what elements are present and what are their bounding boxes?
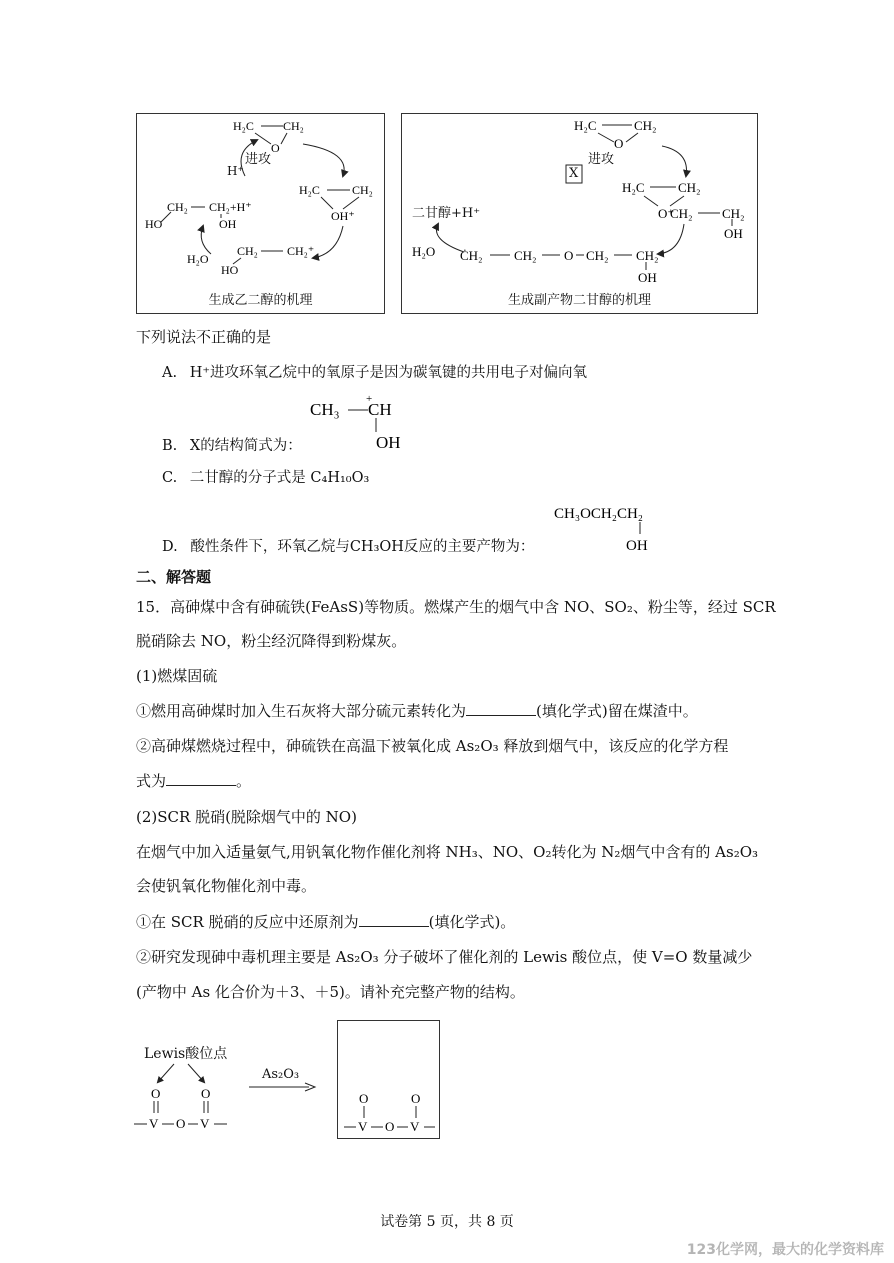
svg-text:V: V [149, 1116, 159, 1131]
left-diagram-caption: 生成乙二醇的机理 [208, 293, 313, 308]
part2-text-line1: 在烟气中加入适量氨气,用钒氧化物作催化剂将 NH₃、NO、O₂转化为 N₂烟气中含有的 As₂O₃ [136, 843, 759, 861]
svg-text:+: + [366, 393, 373, 405]
svg-text:O: O [271, 141, 280, 155]
option-d-label: D. [162, 539, 178, 555]
svg-text:OH⁺: OH⁺ [331, 209, 355, 223]
part1-q1-text-b: (填化学式)留在煤渣中。 [536, 702, 698, 720]
svg-text:OH: OH [219, 217, 237, 231]
part1-q2-text-b: 式为 [136, 772, 167, 790]
part2-text-line2: 会使钒氧化物催化剂中毒。 [136, 877, 317, 895]
option-d-text: 酸性条件下，环氧乙烷与CH₃OH反应的主要产物为： [190, 539, 535, 555]
option-c-label: C. [162, 470, 178, 486]
svg-text:CH₃: CH₃ [310, 400, 340, 419]
option-b-text: X的结构简式为： [189, 438, 302, 454]
part2-question2-line2: (产物中 As 化合价为＋3、＋5)。请补充完整产物的结构。 [136, 983, 525, 1001]
svg-text:HO: HO [145, 217, 163, 231]
part1-q2-text-c: 。 [236, 772, 252, 790]
answer-blank[interactable] [359, 912, 429, 927]
part2-q1-text-a: ①在 SCR 脱硝的反应中还原剂为 [136, 913, 359, 931]
answer-blank[interactable] [466, 701, 536, 716]
svg-text:O: O [176, 1116, 186, 1131]
attack-label: 进攻 [588, 152, 615, 167]
question-stem: 下列说法不正确的是 [136, 328, 272, 346]
svg-text:CH₃OCH₂CH₂: CH₃OCH₂CH₂ [554, 506, 644, 522]
svg-text:OH: OH [376, 433, 401, 450]
option-b [162, 435, 302, 457]
proton-label: H⁺ [227, 164, 244, 178]
svg-text:O: O [201, 1086, 211, 1101]
part1-q1-text-a: ①燃用高砷煤时加入生石灰将大部分硫元素转化为 [136, 702, 467, 720]
option-b-label: B. [162, 438, 178, 454]
svg-text:O: O [614, 136, 624, 151]
svg-text:CH₂: CH₂ [283, 119, 304, 133]
svg-text:CH₂: CH₂ [514, 248, 537, 263]
reaction-arrow [249, 1081, 319, 1093]
product-label: 二甘醇+H⁺ [412, 206, 481, 221]
svg-text:CH₂: CH₂ [167, 200, 188, 214]
option-c [162, 467, 369, 489]
svg-text:V: V [358, 1119, 368, 1134]
svg-text:O: O [411, 1091, 421, 1106]
answer-blank[interactable] [166, 771, 236, 786]
part2-question1 [136, 911, 515, 933]
option-d [162, 536, 534, 558]
svg-text:OH: OH [724, 226, 743, 241]
svg-text:ĊH₂: ĊH₂ [460, 248, 483, 263]
right-diagram-caption: 生成副产物二甘醇的机理 [507, 293, 651, 308]
svg-text:H₂O: H₂O [412, 244, 436, 259]
svg-text:H₂C: H₂C [622, 180, 645, 195]
catalyst-structure-before [132, 1062, 242, 1142]
svg-text:O⁺: O⁺ [658, 206, 675, 221]
svg-text:CH: CH [368, 400, 392, 419]
part1-question1 [136, 700, 698, 722]
svg-text:CH₂: CH₂ [634, 118, 657, 133]
option-a-label: A. [162, 365, 178, 381]
svg-text:O: O [385, 1119, 395, 1134]
svg-text:OH: OH [638, 270, 657, 285]
option-d-structure [554, 498, 674, 554]
reagent-label: As₂O₃ [262, 1067, 300, 1082]
part1-question2-line2 [136, 770, 251, 792]
svg-text:CH₂: CH₂ [237, 244, 258, 258]
option-c-text: 二甘醇的分子式是 C₄H₁₀O₃ [189, 470, 370, 486]
diethylene-glycol-mechanism-diagram [401, 113, 758, 314]
part1-question2-line1: ②高砷煤燃烧过程中，砷硫铁在高温下被氧化成 As₂O₃ 释放到烟气中，该反应的化学方程 [136, 737, 729, 755]
svg-text:H₂C: H₂C [574, 118, 597, 133]
svg-text:H₂C: H₂C [299, 183, 320, 197]
product-structure-box[interactable] [337, 1020, 440, 1139]
svg-text:OH: OH [626, 538, 648, 554]
svg-text:CH₂+H⁺: CH₂+H⁺ [209, 200, 252, 214]
svg-text:CH₂: CH₂ [586, 248, 609, 263]
svg-text:CH₂⁺: CH₂⁺ [287, 244, 315, 258]
svg-text:O: O [564, 248, 574, 263]
ethylene-glycol-mechanism-diagram [136, 113, 385, 314]
svg-text:CH₂: CH₂ [352, 183, 373, 197]
svg-text:H₂C: H₂C [233, 119, 254, 133]
svg-text:O: O [151, 1086, 161, 1101]
svg-text:CH₂: CH₂ [636, 248, 659, 263]
part2-title: (2)SCR 脱硝(脱除烟气中的 NO) [136, 808, 357, 826]
option-a [162, 362, 587, 384]
part1-title: (1)燃煤固硫 [136, 667, 218, 685]
page-footer: 试卷第 5 页，共 8 页 [380, 1214, 514, 1230]
svg-text:CH₂: CH₂ [678, 180, 701, 195]
svg-text:V: V [410, 1119, 420, 1134]
q15-intro-line1: 15．高砷煤中含有砷硫铁(FeAsS)等物质。燃煤产生的烟气中含 NO、SO₂、粉尘等，经过 SCR [136, 598, 776, 616]
attack-label: 进攻 [245, 152, 272, 167]
mechanism-structures-left [137, 114, 384, 289]
svg-text:HO: HO [221, 263, 239, 277]
svg-text:H₂O: H₂O [187, 252, 209, 266]
svg-text:CH₂: CH₂ [670, 206, 693, 221]
part2-q1-text-b: (填化学式)。 [428, 913, 516, 931]
svg-text:CH₂: CH₂ [722, 206, 745, 221]
part2-question2-line1: ②研究发现砷中毒机理主要是 As₂O₃ 分子破坏了催化剂的 Lewis 酸位点，使 V=O 数量减少 [136, 948, 753, 966]
section-title: 二、解答题 [136, 568, 212, 586]
catalyst-structure-after [338, 1021, 439, 1138]
q15-intro-line2: 脱硝除去 NO，粉尘经沉降得到粉煤灰。 [136, 632, 407, 650]
x-box-label: X [569, 166, 579, 181]
svg-text:V: V [200, 1116, 210, 1131]
option-a-text: H⁺进攻环氧乙烷中的氧原子是因为碳氧键的共用电子对偏向氧 [189, 365, 587, 381]
lewis-acid-label: Lewis酸位点 [144, 1046, 228, 1062]
watermark: 123化学网，最大的化学资料库 [686, 1242, 884, 1258]
option-b-structure [308, 390, 428, 450]
svg-text:O: O [359, 1091, 369, 1106]
